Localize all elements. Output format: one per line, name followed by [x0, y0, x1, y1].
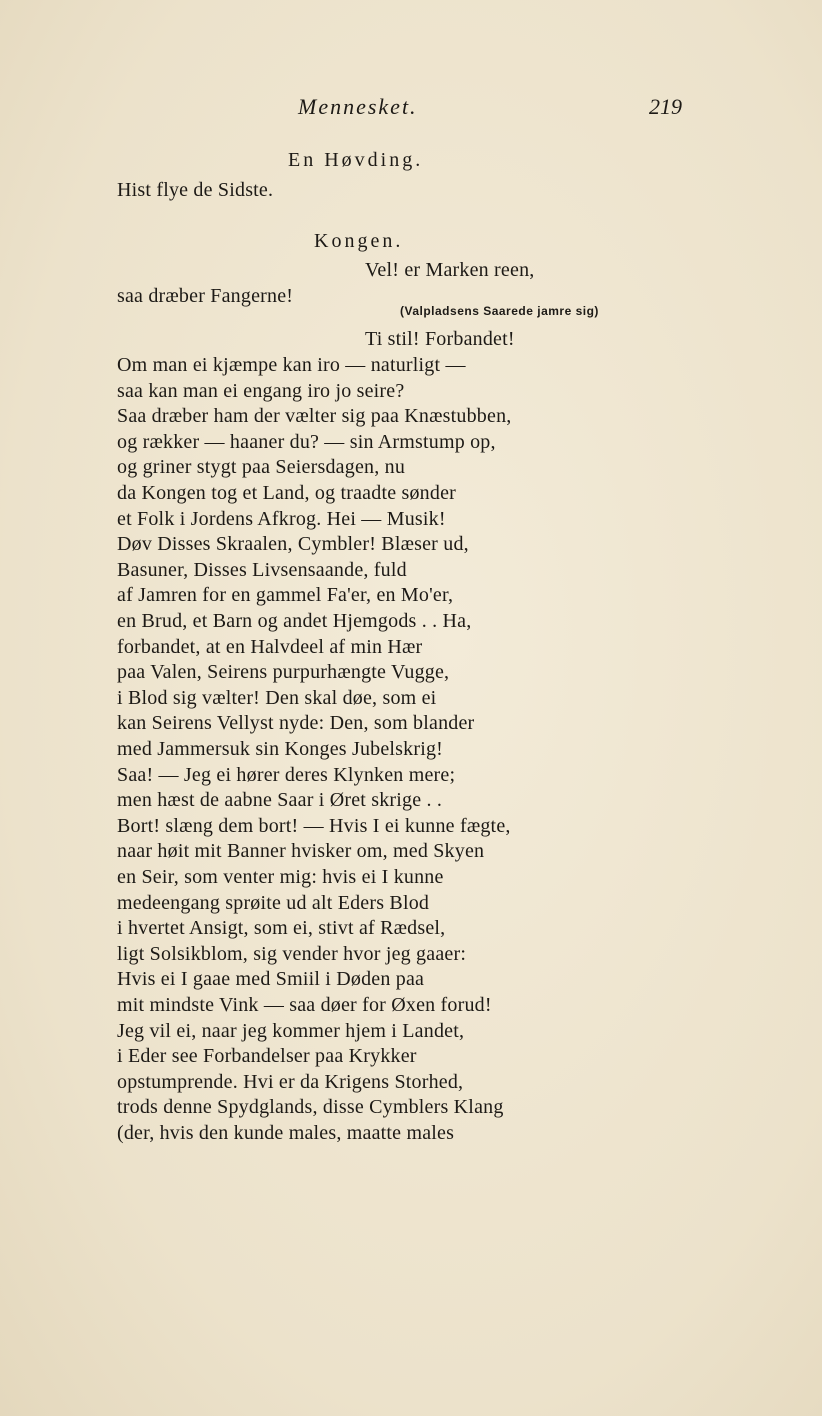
verse-line: medeengang sprøite ud alt Eders Blod: [117, 891, 430, 914]
verse-line: med Jammersuk sin Konges Jubelskrig!: [117, 738, 444, 760]
verse-line: Om man ei kjæmpe kan iro — naturligt —: [117, 354, 466, 376]
speaker-kongen: Kongen.: [314, 230, 404, 252]
verse-line: Saa! — Jeg ei hører deres Klynken mere;: [117, 763, 456, 786]
verse-line: og griner stygt paa Seiersdagen, nu: [117, 456, 406, 479]
verse-line: forbandet, at en Halvdeel af min Hær: [117, 635, 423, 658]
verse-line: i hvertet Ansigt, som ei, stivt af Rædsel,: [117, 917, 446, 940]
verse-line: en Seir, som venter mig: hvis ei I kunne: [117, 866, 444, 888]
speaker-hovding: En Høvding.: [288, 149, 424, 171]
verse-line: mit mindste Vink — saa døer for Øxen forud!: [117, 994, 492, 1016]
verse-line: en Brud, et Barn og andet Hjemgods . . Ha,: [117, 610, 472, 632]
page-number: 219: [649, 94, 682, 119]
verse-line: trods denne Spydglands, disse Cymblers Klang: [117, 1096, 504, 1119]
verse-line: et Folk i Jordens Afkrog. Hei — Musik!: [117, 507, 446, 530]
verse-line: paa Valen, Seirens purpurhængte Vugge,: [117, 661, 450, 684]
line-vel: Vel! er Marken reen,: [365, 259, 535, 281]
verse-line: da Kongen tog et Land, og traadte sønder: [117, 482, 457, 504]
verse-line: og rækker — haaner du? — sin Armstump op,: [117, 430, 496, 453]
verse-line: saa kan man ei engang iro jo seire?: [117, 379, 405, 402]
verse-line: Saa dræber ham der vælter sig paa Knæstubben,: [117, 405, 512, 428]
verse-line: opstumprende. Hvi er da Krigens Storhed,: [117, 1070, 464, 1093]
verse-line: i Eder see Forbandelser paa Krykker: [117, 1045, 417, 1068]
verse-line: Basuner, Disses Livsensaande, fuld: [117, 558, 407, 581]
verse-line: kan Seirens Vellyst nyde: Den, som blander: [117, 712, 475, 735]
verse-line: af Jamren for en gammel Fa'er, en Mo'er,: [117, 584, 454, 607]
verse-line: (der, hvis den kunde males, maatte males: [117, 1122, 455, 1144]
running-title: Mennesket.: [298, 94, 418, 119]
verse-line: Bort! slæng dem bort! — Hvis I ei kunne fægte,: [117, 814, 511, 837]
verse-line: ligt Solsikblom, sig vender hvor jeg gaaer:: [117, 942, 467, 965]
verse-line: Jeg vil ei, naar jeg kommer hjem i Landet,: [117, 1019, 465, 1042]
line-ti: Ti stil! Forbandet!: [365, 328, 515, 350]
line-saa: saa dræber Fangerne!: [117, 285, 294, 307]
verse-line: Døv Disses Skraalen, Cymbler! Blæser ud,: [117, 533, 469, 556]
line-hist: Hist flye de Sidste.: [117, 179, 274, 201]
stage-direction: (Valpladsens Saarede jamre sig): [400, 304, 599, 318]
verse-line: i Blod sig vælter! Den skal døe, som ei: [117, 686, 437, 709]
verse-line: naar høit mit Banner hvisker om, med Skyen: [117, 840, 485, 863]
verse-line: Hvis ei I gaae med Smiil i Døden paa: [117, 968, 425, 991]
verse-line: men hæst de aabne Saar i Øret skrige . .: [117, 789, 443, 812]
